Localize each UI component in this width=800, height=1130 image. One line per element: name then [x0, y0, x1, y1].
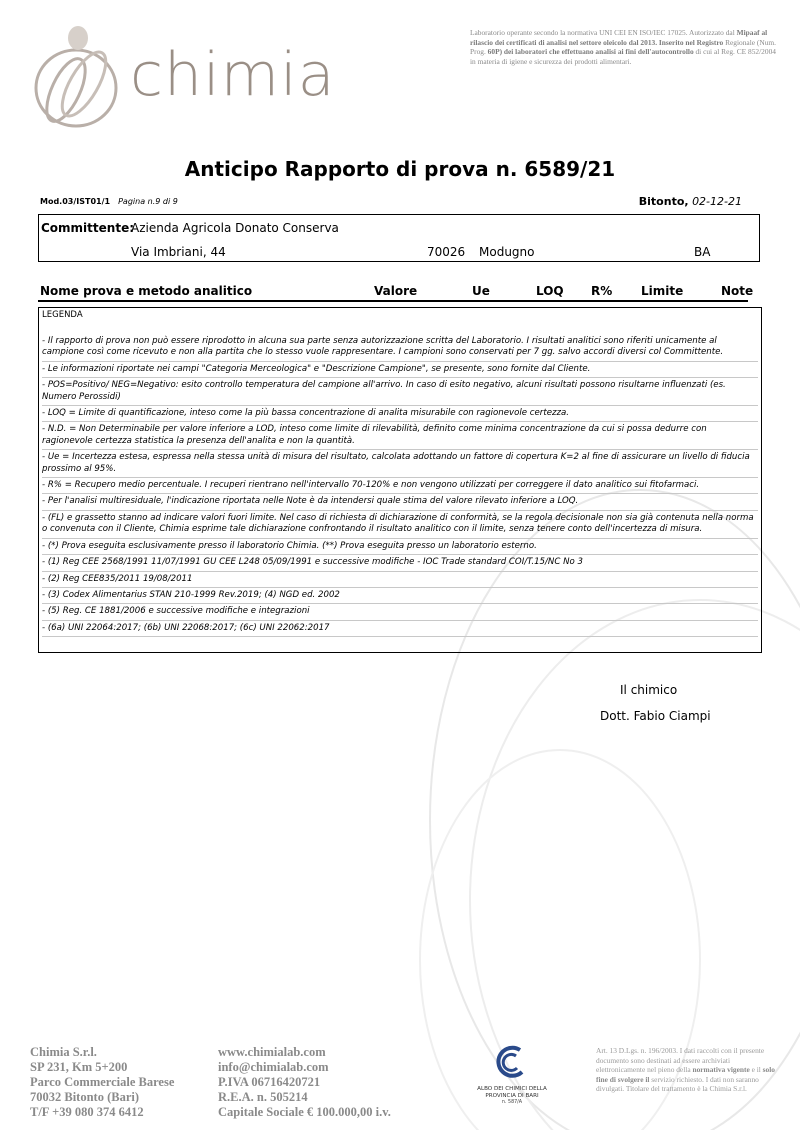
legend-title: LEGENDA	[42, 310, 83, 320]
footer-company-line: Chimia S.r.l.	[30, 1045, 97, 1059]
albo-line1: ALBO DEI CHIMICI DELLA	[477, 1086, 547, 1092]
signature-name: Dott. Fabio Ciampi	[600, 709, 711, 723]
chimia-logo-icon	[26, 20, 126, 130]
footer-contact-line: R.E.A. n. 505214	[218, 1090, 308, 1104]
legend-item: - (5) Reg. CE 1881/2006 e successive modifiche e integrazioni	[42, 606, 758, 620]
legend-item: - N.D. = Non Determinabile per valore inferiore a LOD, inteso come limite di rilevabilità, definito come minima concentrazione da cui si possa dedurre con ragionevole certezza statistica la presenza dell'analita e non la quantità.	[42, 424, 758, 450]
accreditation-note: Laboratorio operante secondo la normativa UNI CEI EN ISO/IEC 17025. Autorizzato dal Mipaaf al rilascio dei certificati di analisi nel settore oleicolo dal 2013. Inserito nel Registro Regionale (Num. Prog. 60P) dei laboratori che effettuano analisi ai fini dell'autocontrollo di cui al Reg. CE 852/2004 in materia di igiene e sicurezza dei prodotti alimentari.	[470, 28, 776, 66]
legend-item: - (2) Reg CEE835/2011 19/08/2011	[42, 574, 758, 588]
legend-item: - LOQ = Limite di quantificazione, inteso come la più bassa concentrazione di analita misurabile con ragionevole certezza.	[42, 408, 758, 422]
client-name: Azienda Agricola Donato Conserva	[131, 221, 339, 235]
footer-contact-line: P.IVA 06716420721	[218, 1075, 321, 1089]
albo-line2: PROVINCIA DI BARI	[485, 1093, 539, 1099]
report-date	[639, 195, 742, 208]
footer-company-line: SP 231, Km 5+200	[30, 1060, 128, 1074]
client-address: Via Imbriani, 44	[131, 245, 226, 259]
legend-box	[38, 307, 762, 653]
footer-email-link[interactable]: info@chimialab.com	[218, 1060, 329, 1074]
legend-item: - (1) Reg CEE 2568/1991 11/07/1991 GU CEE L248 05/09/1991 e successive modifiche - IOC Trade standard COI/T.15/NC No 3	[42, 557, 758, 571]
legend-item: - (FL) e grassetto stanno ad indicare valori fuori limite. Nel caso di richiesta di dichiarazione di conformità, se la regola decisionale non sia già contenuta nella norma o convenuta con il Cliente, Chimia esprime tale dichiarazione confrontando il risultato analitico con il limite, senza tenere conto dell'incertezza di misura.	[42, 513, 758, 539]
albo-chimici-badge	[468, 1044, 556, 1105]
albo-number: n. 587/A	[501, 1100, 523, 1105]
col-header-loq: LOQ	[536, 284, 564, 298]
legend-item: - (6a) UNI 22064:2017; (6b) UNI 22068:2017; (6c) UNI 22062:2017	[42, 623, 758, 637]
footer-website-link[interactable]: www.chimialab.com	[218, 1045, 326, 1059]
legend-item: - (3) Codex Alimentarius STAN 210-1999 Rev.2019; (4) NGD ed. 2002	[42, 590, 758, 604]
footer-contacts	[218, 1045, 391, 1120]
module-info	[40, 197, 178, 206]
legend-item: - Per l'analisi multiresiduale, l'indicazione riportata nelle Note è da intendersi quale stima del valore rilevato inferiore a LOQ.	[42, 496, 758, 510]
client-box	[38, 214, 760, 262]
page-info: Pagina n.9 di 9	[118, 197, 178, 206]
report-date-value: 02-12-21	[692, 195, 742, 208]
col-header-recovery: R%	[591, 284, 613, 298]
col-header-name: Nome prova e metodo analitico	[40, 284, 253, 298]
client-city: Modugno	[479, 245, 535, 259]
legend-item: - Ue = Incertezza estesa, espressa nella stessa unità di misura del risultato, calcolata adottando un fattore di copertura K=2 al fine di assicurare un livello di fiducia prossimo al 95%.	[42, 452, 758, 478]
legend-item: - POS=Positivo/ NEG=Negativo: esito controllo temperatura del campione all'arrivo. In caso di esito negativo, alcuni risultati possono risultarne influenzati (es. Numero Perossidi)	[42, 380, 758, 406]
footer-company	[30, 1045, 174, 1120]
col-header-note: Note	[721, 284, 754, 298]
client-cap: 70026	[427, 245, 466, 259]
legend-item: - Il rapporto di prova non può essere riprodotto in alcuna sua parte senza autorizzazione scritta del Laboratorio. I risultati analitici sono riferiti unicamente al campione così come ricevuto e non alla partita che lo stesso vuole rappresentare. I campioni sono conservati per 7 gg. salvo accordi diversi col Committente.	[42, 336, 758, 362]
privacy-note: Art. 13 D.Lgs. n. 196/2003. I dati raccolti con il presente documento sono destinati ad essere archiviati elettronicamente nel pieno della normativa vigente e il solo fine di svolgere il servizio richiesto. I dati non saranno divulgati. Titolare del trattamento è la Chimia S.r.l.	[596, 1046, 775, 1094]
footer-company-line: T/F +39 080 374 6412	[30, 1105, 144, 1119]
col-header-ue: Ue	[472, 284, 490, 298]
header-divider	[38, 300, 748, 302]
footer-company-line: Parco Commerciale Barese	[30, 1075, 175, 1089]
brand-name: chimia	[130, 40, 336, 110]
report-title: Anticipo Rapporto di prova n. 6589/21	[184, 157, 616, 181]
col-header-limit: Limite	[641, 284, 684, 298]
legend-item: - R% = Recupero medio percentuale. I recuperi rientrano nell'intervallo 70-120% e non vengono utilizzati per correggere il dato analitico sui fitofarmaci.	[42, 480, 758, 494]
client-province: BA	[694, 245, 711, 259]
module-code: Mod.03/IST01/1	[40, 197, 111, 206]
legend-item: - (*) Prova eseguita esclusivamente presso il laboratorio Chimia. (**) Prova eseguita presso un laboratorio esterno.	[42, 541, 758, 555]
albo-logo-icon	[492, 1044, 532, 1082]
signature-role: Il chimico	[620, 683, 678, 697]
report-place: Bitonto,	[638, 195, 689, 208]
legend-item: - Le informazioni riportate nei campi "Categoria Merceologica" e "Descrizione Campione", se presente, sono fornite dal Cliente.	[42, 364, 758, 378]
client-label: Committente:	[41, 221, 134, 235]
footer-company-line: 70032 Bitonto (Bari)	[30, 1090, 140, 1104]
legend-list	[42, 336, 758, 639]
col-header-value: Valore	[374, 284, 418, 298]
footer-contact-line: Capitale Sociale € 100.000,00 i.v.	[218, 1105, 391, 1119]
